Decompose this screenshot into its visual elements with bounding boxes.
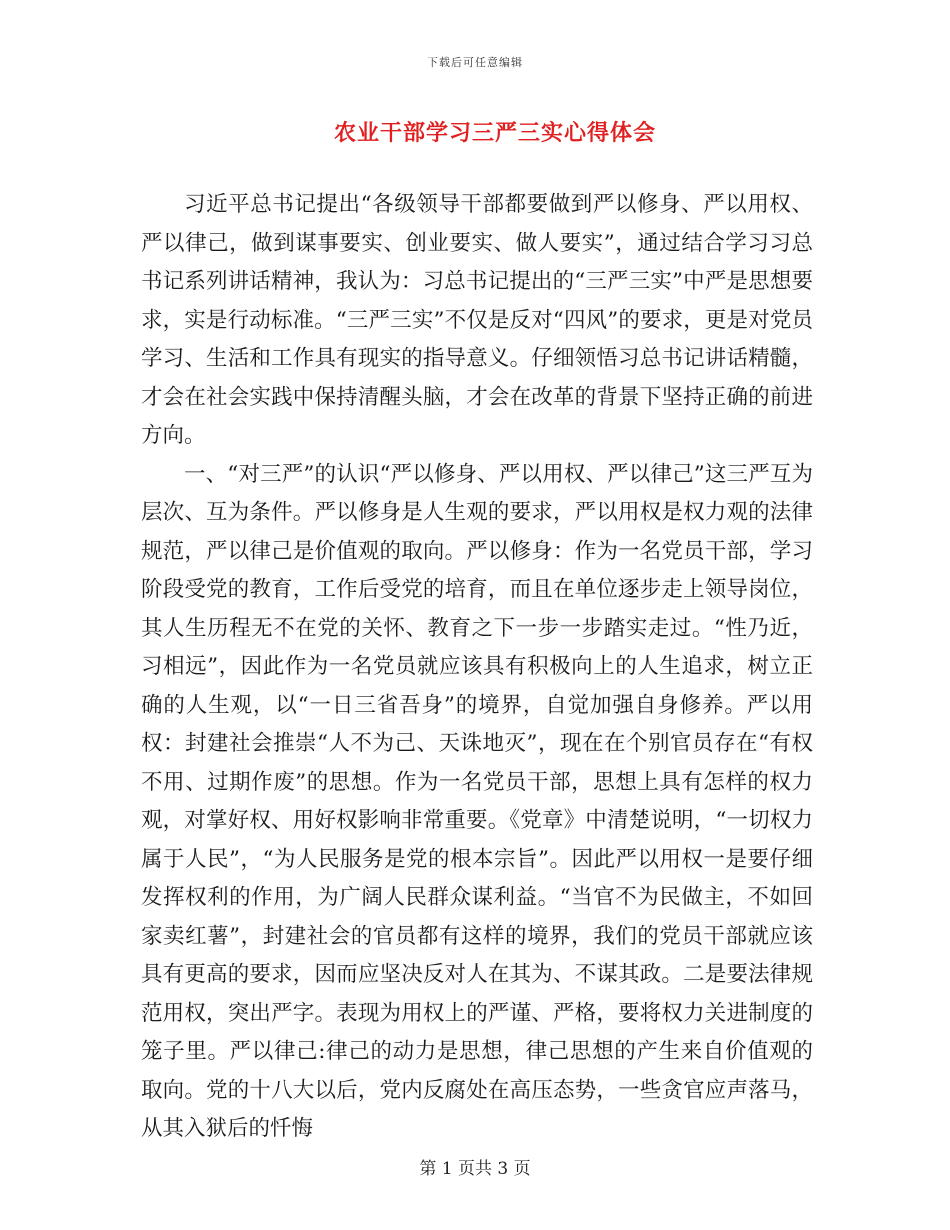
paragraph-section-one: 一、“对三严”的认识“严以修身、严以用权、严以律己”这三严互为层次、互为条件。严以修身是人生观的要求，严以用权是权力观的法律规范，严以律己是价值观的取向。严以修身：作为一名党员干部，学习阶段受党的教育，工作后受党的培育，而且在单位逐步走上领导岗位，其人生历程无不在党的关怀、教育之下一步一步踏实走过。“性乃近，习相远”，因此作为一名党员就应该具有积极向上的人生追求，树立正确的人生观，以“一日三省吾身”的境界，自觉加强自身修养。严以用权：封建社会推崇“人不为己、天诛地灭”，现在在个别官员存在“有权不用、过期作废”的思想。作为一名党员干部，思想上具有怎样的权力观，对掌好权、用好权影响非常重要。《党章》中清楚说明，“一切权力属于人民”，“为人民服务是党的根本宗旨”。因此严以用权一是要仔细发挥权利的作用，为广阔人民群众谋利益。“当官不为民做主，不如回家卖红薯”，封建社会的官员都有这样的境界，我们的党员干部就应该具有更高的要求，因而应坚决反对人在其为、不谋其政。二是要法律规范用权，突出严字。表现为用权上的严谨、严格，要将权力关进制度的笼子里。严以律己:律己的动力是思想，律己思想的产生来自价值观的取向。党的十八大以后，党内反腐处在高压态势，一些贪官应声落马，从其入狱后的忏悔 (141, 461, 813, 1141)
page-number: 第 1 页共 3 页 (419, 1159, 531, 1179)
document-title: 农业干部学习三严三实心得体会 (333, 120, 656, 146)
page-header-note: 下载后可任意编辑 (427, 56, 523, 69)
paragraph-intro: 习近平总书记提出“各级领导干部都要做到严以修身、严以用权、严以律己，做到谋事要实、创业要实、做人要实”，通过结合学习习总书记系列讲话精神，我认为：习总书记提出的“三严三实”中严是思想要求，实是行动标准。“三严三实”不仅是反对“四风”的要求，更是对党员学习、生活和工作具有现实的指导意义。仔细领悟习总书记讲话精髓，才会在社会实践中保持清醒头脑，才会在改革的背景下坚持正确的前进方向。 (141, 192, 813, 448)
document-body (141, 186, 813, 1149)
